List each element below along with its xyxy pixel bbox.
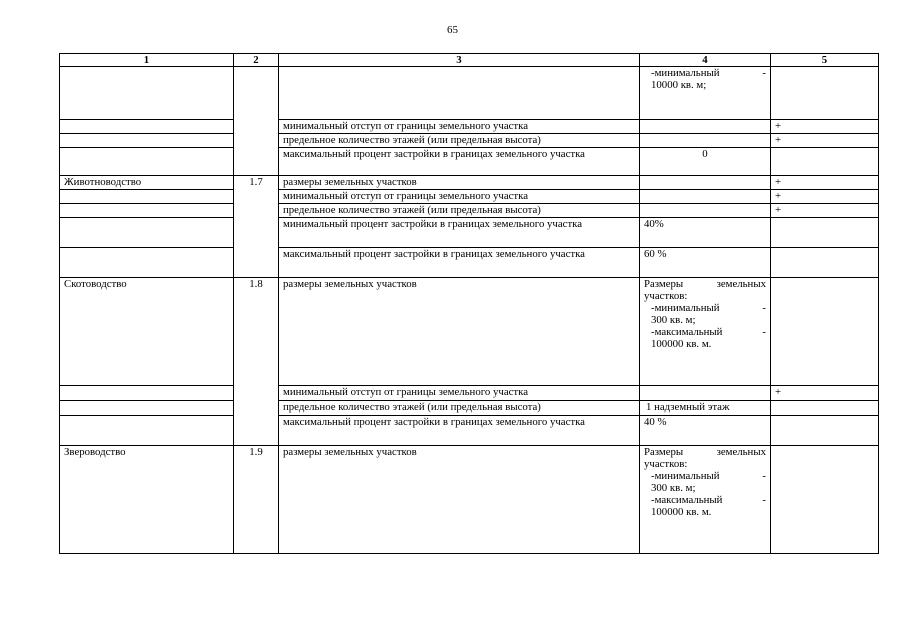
table-row [60, 204, 879, 218]
page-number: 65 [447, 24, 458, 36]
param-name: размеры земельных участков [279, 446, 640, 554]
table-row [60, 67, 879, 120]
cell-empty [60, 204, 234, 218]
param-name: предельное количество этажей (или предельная высота) [279, 134, 640, 148]
mark-plus: + [771, 190, 879, 204]
cell-empty [234, 416, 279, 446]
cell-empty [640, 190, 771, 204]
cell-empty [279, 67, 640, 120]
land-use-code: 1.9 [234, 446, 279, 554]
cell-empty [234, 218, 279, 248]
cell-empty [234, 204, 279, 218]
param-name: минимальный отступ от границы земельного участка [279, 386, 640, 401]
header-col-5: 5 [771, 54, 879, 67]
param-name: предельное количество этажей (или предельная высота) [279, 401, 640, 416]
header-col-2: 2 [234, 54, 279, 67]
table-row [60, 218, 879, 248]
cell-empty [771, 67, 879, 120]
mark-plus: + [771, 204, 879, 218]
param-name: размеры земельных участков [279, 176, 640, 190]
zoning-table [59, 53, 879, 554]
cell-empty [771, 148, 879, 176]
mark-plus: + [771, 134, 879, 148]
cell-empty [234, 248, 279, 278]
param-value: 40 % [640, 416, 771, 446]
cell-empty [234, 120, 279, 134]
cell-empty [60, 120, 234, 134]
cell-empty [234, 190, 279, 204]
table-row [60, 148, 879, 176]
table-row [60, 278, 879, 386]
cell-empty [60, 218, 234, 248]
cell-empty [640, 120, 771, 134]
cell-empty [640, 176, 771, 190]
param-name: размеры земельных участков [279, 278, 640, 386]
cell-empty [640, 134, 771, 148]
table-row [60, 446, 879, 554]
cell-empty [771, 278, 879, 386]
mark-plus: + [771, 176, 879, 190]
area-limits-cell: -минимальный - 10000 кв. м; [640, 67, 771, 120]
cell-empty [771, 248, 879, 278]
mark-plus: + [771, 386, 879, 401]
header-col-1: 1 [60, 54, 234, 67]
cell-empty [234, 148, 279, 176]
param-value: 0 [640, 148, 771, 176]
land-use-code: 1.8 [234, 278, 279, 386]
cell-empty [60, 386, 234, 401]
cell-empty [234, 67, 279, 120]
cell-empty [771, 446, 879, 554]
land-use-code: 1.7 [234, 176, 279, 190]
land-use-name: Звероводство [60, 446, 234, 554]
table-row [60, 134, 879, 148]
mark-plus: + [771, 120, 879, 134]
land-use-name: Скотоводство [60, 278, 234, 386]
cell-empty [60, 67, 234, 120]
param-value: 1 надземный этаж [640, 401, 771, 416]
param-name: максимальный процент застройки в границах земельного участка [279, 248, 640, 278]
table-row [60, 416, 879, 446]
cell-empty [60, 416, 234, 446]
param-name: предельное количество этажей (или предельная высота) [279, 204, 640, 218]
param-name: минимальный отступ от границы земельного участка [279, 120, 640, 134]
cell-empty [640, 386, 771, 401]
area-limits-cell: Размеры земельных участков: -минимальный - 300 кв. м; -максимальный - 100000 кв. м. [640, 278, 771, 386]
cell-empty [234, 401, 279, 416]
param-name: минимальный процент застройки в границах земельного участка [279, 218, 640, 248]
param-name: максимальный процент застройки в границах земельного участка [279, 148, 640, 176]
cell-empty [771, 416, 879, 446]
cell-empty [234, 386, 279, 401]
land-use-name: Животноводство [60, 176, 234, 190]
cell-empty [60, 401, 234, 416]
cell-empty [771, 401, 879, 416]
table-row [60, 176, 879, 190]
table-row [60, 386, 879, 401]
area-limits-cell: Размеры земельных участков: -минимальный - 300 кв. м; -максимальный - 100000 кв. м. [640, 446, 771, 554]
param-value: 40% [640, 218, 771, 248]
table-header-row [60, 54, 879, 67]
table-row [60, 401, 879, 416]
param-value: 60 % [640, 248, 771, 278]
param-name: максимальный процент застройки в границах земельного участка [279, 416, 640, 446]
cell-empty [60, 148, 234, 176]
cell-empty [234, 134, 279, 148]
cell-empty [60, 248, 234, 278]
cell-empty [60, 134, 234, 148]
table-row [60, 190, 879, 204]
table-row [60, 120, 879, 134]
header-col-4: 4 [640, 54, 771, 67]
cell-empty [640, 204, 771, 218]
header-col-3: 3 [279, 54, 640, 67]
param-name: минимальный отступ от границы земельного участка [279, 190, 640, 204]
cell-empty [771, 218, 879, 248]
cell-empty [60, 190, 234, 204]
table-row [60, 248, 879, 278]
